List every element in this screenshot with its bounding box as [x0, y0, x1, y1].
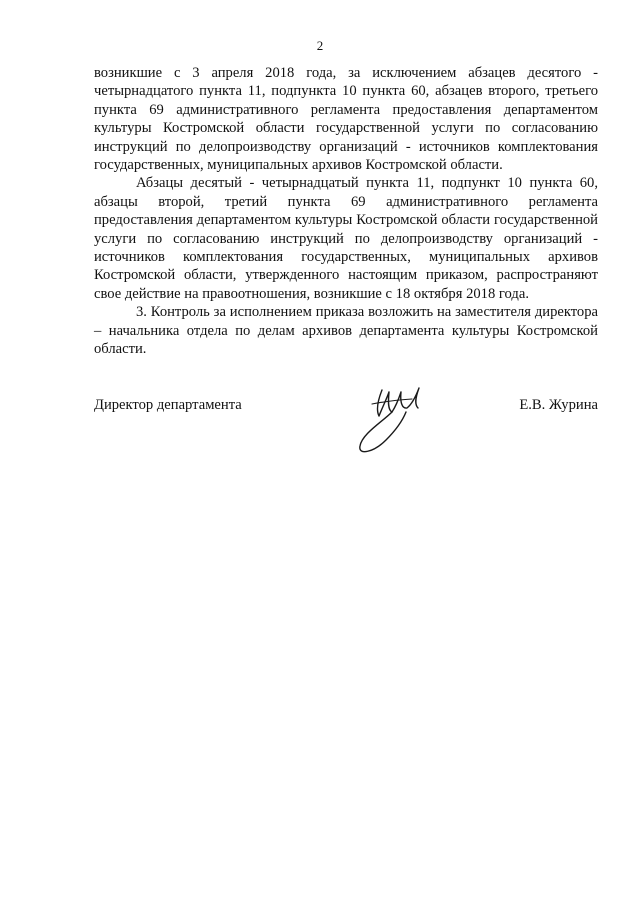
signatory-name: Е.В. Журина: [519, 397, 598, 413]
document-body: [94, 64, 598, 359]
paragraph-continuation: возникшие с 3 апреля 2018 года, за исключением абзацев десятого - четырнадцатого пункта 11, подпункта 10 пункта 60, абзацев второго, третьего пункта 69 административного регламента предоставления департаментом культуры Костромской области государственной услуги по согласованию инструкций по делопроизводству организаций - источников комплектования государственных, муниципальных архивов Костромской области.: [94, 65, 598, 174]
paragraph-control-clause: 3. Контроль за исполнением приказа возложить на заместителя директора – начальника отдела по делам архивов департамента культуры Костромской области.: [94, 304, 598, 358]
page-number: 2: [316, 38, 324, 53]
paragraph-effective-date: Абзацы десятый - четырнадцатый пункта 11, подпункт 10 пункта 60, абзацы второй, третий пункта 69 административного регламента предоставления департаментом культуры Костромской области государственной услуги по согласованию инструкций по делопроизводству организаций - источников комплектования государственных, муниципальных архивов Костромской области, утвержденного настоящим приказом, распространяют свое действие на правоотношения, возникшие с 18 октября 2018 года.: [94, 175, 598, 302]
handwritten-signature-icon: [352, 382, 434, 460]
signatory-title: Директор департамента: [94, 397, 242, 413]
signature-block: [94, 396, 598, 476]
